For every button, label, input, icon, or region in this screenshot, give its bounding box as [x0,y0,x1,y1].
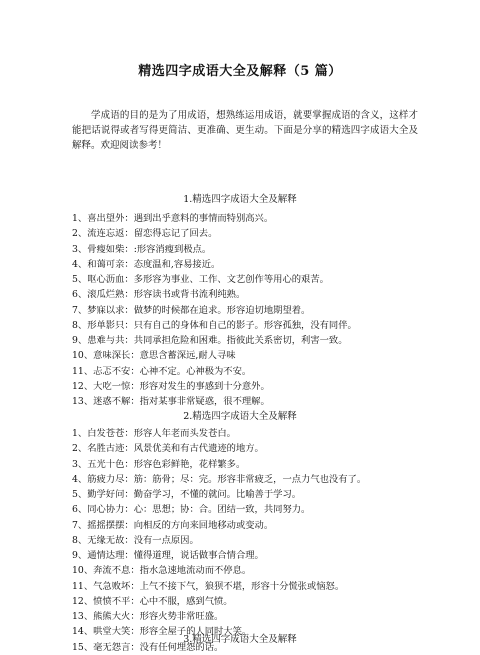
list-item: 5、勤学好问：勤奋学习，不懂的就问。比喻善于学习。 [72,489,302,500]
list-item: 6、同心协力：心：思想；协：合。团结一致，共同努力。 [72,504,311,516]
list-item: 6、滚瓜烂熟：形容读书或背书流利纯熟。 [72,289,246,301]
list-item: 9、通情达理：懂得道理，说话做事合情合理。 [72,550,264,561]
list-item: 8、形单影只：只有自己的身体和自己的影子。形容孤独，没有同伴。 [72,319,357,331]
list-item: 5、呕心沥血：多形容为事业、工作、文艺创作等用心的艰苦。 [72,274,329,285]
list-item: 15、毫无怨言：没有任何埋怨的话。 [72,641,224,653]
list-item: 7、梦寐以求：做梦的时候都在追求。形容迫切地期望着。 [72,304,311,316]
list-item: 8、无缘无故：没有一点原因。 [72,534,199,546]
list-item: 12、愤愤不平：心中不服，感到气愤。 [72,595,233,607]
list-item: 14、哄堂大笑：形容全屋子的人同时大笑。 [72,626,252,638]
section-title: 2.精选四字成语大全及解释 [183,411,297,422]
section-list [72,211,422,409]
section-title: 1.精选四字成语大全及解释 [183,194,297,205]
section-list [72,426,422,655]
list-item: 2、名胜古迹：风景优美和有古代遗迹的地方。 [72,443,264,455]
list-item: 11、气急败坏：上气不接下气，狼狈不堪，形容十分慌张或恼怒。 [72,580,345,592]
list-item: 10、奔流不息：指水急速地流动而不停息。 [72,565,252,577]
list-item: 13、迷惑不解：指对某事非常疑惑，很不理解。 [72,396,270,407]
list-item: 2、流连忘返：留恋得忘记了回去。 [72,228,218,240]
list-item: 7、摇摇摆摆：向相反的方向来回地移动或变动。 [72,519,274,531]
list-item: 3、五光十色：形容色彩鲜艳，花样繁多。 [72,458,246,470]
list-item: 4、筋疲力尽：筋：筋骨；尽：完。形容非常疲乏，一点力气也没有了。 [72,473,367,485]
list-item: 10、意味深长：意思含蓄深远,耐人寻味 [72,350,236,362]
section-title: 3.精选四字成语大全及解释 [183,634,297,645]
list-item: 13、熊熊大火：形容火势非常旺盛。 [72,611,224,622]
list-item: 4、和蔼可亲：态度温和,容易接近。 [72,258,221,270]
list-item: 1、白发苍苍：形容人年老而头发苍白。 [72,428,236,439]
list-item: 3、骨瘦如柴：:形容消瘦到极点。 [72,243,212,255]
list-item: 11、忐忑不安：心神不定。心神极为不安。 [72,365,252,377]
list-item: 12、大吃一惊：形容对发生的事感到十分意外。 [72,380,270,392]
document-title: 精选四字成语大全及解释（5 篇） [138,64,342,79]
list-item: 9、患难与共：共同承担危险和困难。指彼此关系密切，利害一致。 [72,335,348,346]
list-item: 1、喜出望外：遇到出乎意料的事情而特别高兴。 [72,213,274,224]
intro-paragraph: 学成语的目的是为了用成语，想熟练运用成语，就要掌握成语的含义，这样才能把话说得或者写得更简洁、更准确、更生动。下面是分享的精选四字成语大全及解释。欢迎阅读参考！ [72,109,418,151]
